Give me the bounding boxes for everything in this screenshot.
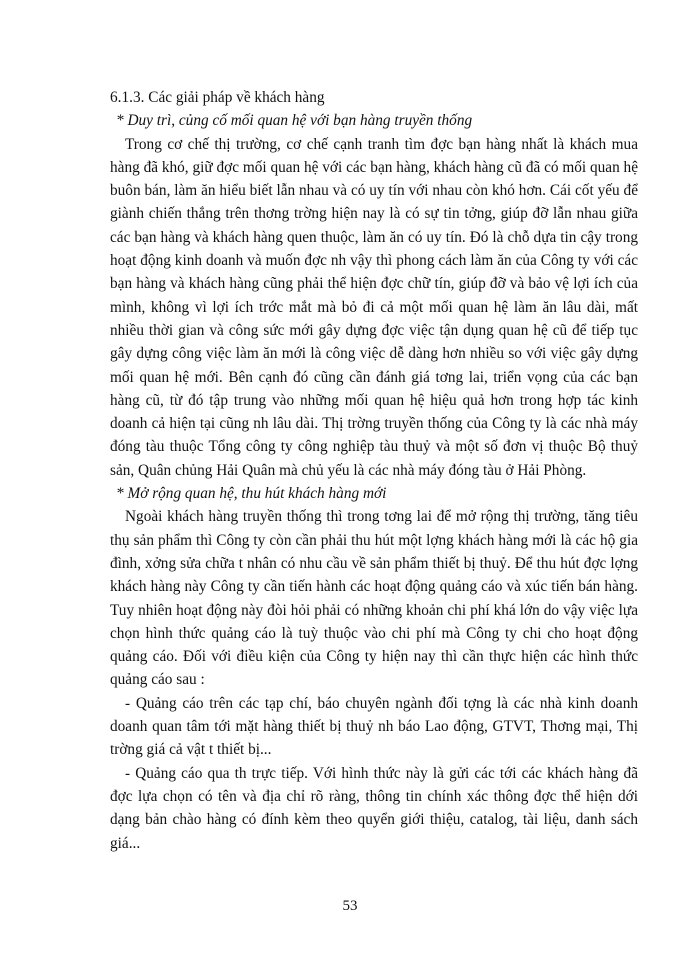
section-heading: 6.1.3. Các giải pháp về khách hàng: [110, 89, 325, 106]
document-body: [110, 86, 638, 855]
page-number: 53: [342, 898, 358, 914]
bullet-direct-mail: - Quảng cáo qua th trực tiếp. Với hình thức này là gửi các tới các khách hàng đã đợc lựa chọn có tên và địa chỉ rõ ràng, thông tin chính xác thông đợc thể hiện dới dạng bản chào hàng có đính kèm theo quyển giới thiệu, catalog, tài liệu, danh sách giá...: [110, 764, 638, 852]
paragraph-new-customers: Ngoài khách hàng truyền thống thì trong tơng lai để mở rộng thị trường, tăng tiêu thụ sản phẩm thì Công ty còn cần phải thu hút một lợng khách hàng mới là các hộ gia đình, xởng sửa chữa t nhân có nhu cầu về sản phẩm thiết bị thuỷ. Để thu hút đợc lợng khách hàng này Công ty cần tiến hành các hoạt động quảng cáo và xúc tiến bán hàng. Tuy nhiên hoạt động này đòi hỏi phải có những khoản chi phí khá lớn do vậy việc lựa chọn hình thức quảng cáo là tuỳ thuộc vào chi phí mà Công ty chi cho hoạt động quảng cáo. Đối với điều kiện của Công ty hiện nay thì cần thực hiện các hình thức quảng cáo sau :: [110, 508, 638, 689]
paragraph-traditional-partners: Trong cơ chế thị trường, cơ chế cạnh tranh tìm đợc bạn hàng nhất là khách mua hàng đã khó, giữ đợc mối quan hệ với các bạn hàng, khách hàng cũ đã có mối quan hệ buôn bán, làm ăn hiểu biết lẫn nhau và có uy tín với nhau còn khó hơn. Cái cốt yếu để giành chiến thắng trên thơng trờng hiện nay là có sự tin tởng, giúp đỡ lẫn nhau giữa các bạn hàng và khách hàng quen thuộc, làm ăn có uy tín. Đó là chỗ dựa tin cậy trong hoạt động kinh doanh và muốn đợc nh vậy thì phong cách làm ăn của Công ty với các bạn hàng và khách hàng cũng phải thể hiện đợc chữ tín, giúp đỡ và bảo vệ lợi ích của mình, không vì lợi ích trớc mắt mà bỏ đi cả một mối quan hệ làm ăn lâu dài, mất nhiều thời gian và công sức mới gây dựng đợc việc tận dụng quan hệ cũ để tiếp tục gây dựng công việc làm ăn mới là công việc dễ dàng hơn nhiều so với việc gây dựng mối quan hệ mới. Bên cạnh đó cũng cần đánh giá tơng lai, triển vọng của các bạn hàng cũ, từ đó tập trung vào những mối quan hệ hiệu quả hơn trong hợp tác kinh doanh cả hiện tại cũng nh lâu dài. Thị trờng truyền thống của Công ty là các nhà máy đóng tàu thuộc Tổng công ty công nghiệp tàu thuỷ và một số đơn vị thuộc Bộ thuỷ sản, Quân chủng Hải Quân mà chủ yếu là các nhà máy đóng tàu ở Hải Phòng.: [110, 135, 638, 479]
bullet-magazine-ads: - Quảng cáo trên các tạp chí, báo chuyên ngành đối tợng là các nhà kinh doanh doanh quan tâm tới mặt hàng thiết bị thuỷ nh báo Lao động, GTVT, Thơng mại, Thị trờng giá cả vật t thiết bị...: [110, 694, 638, 759]
subsection-heading-traditional-partners: * Duy trì, củng cố mối quan hệ với bạn hàng truyền thống: [116, 112, 473, 130]
subsection-heading-new-customers: * Mở rộng quan hệ, thu hút khách hàng mới: [116, 485, 387, 503]
